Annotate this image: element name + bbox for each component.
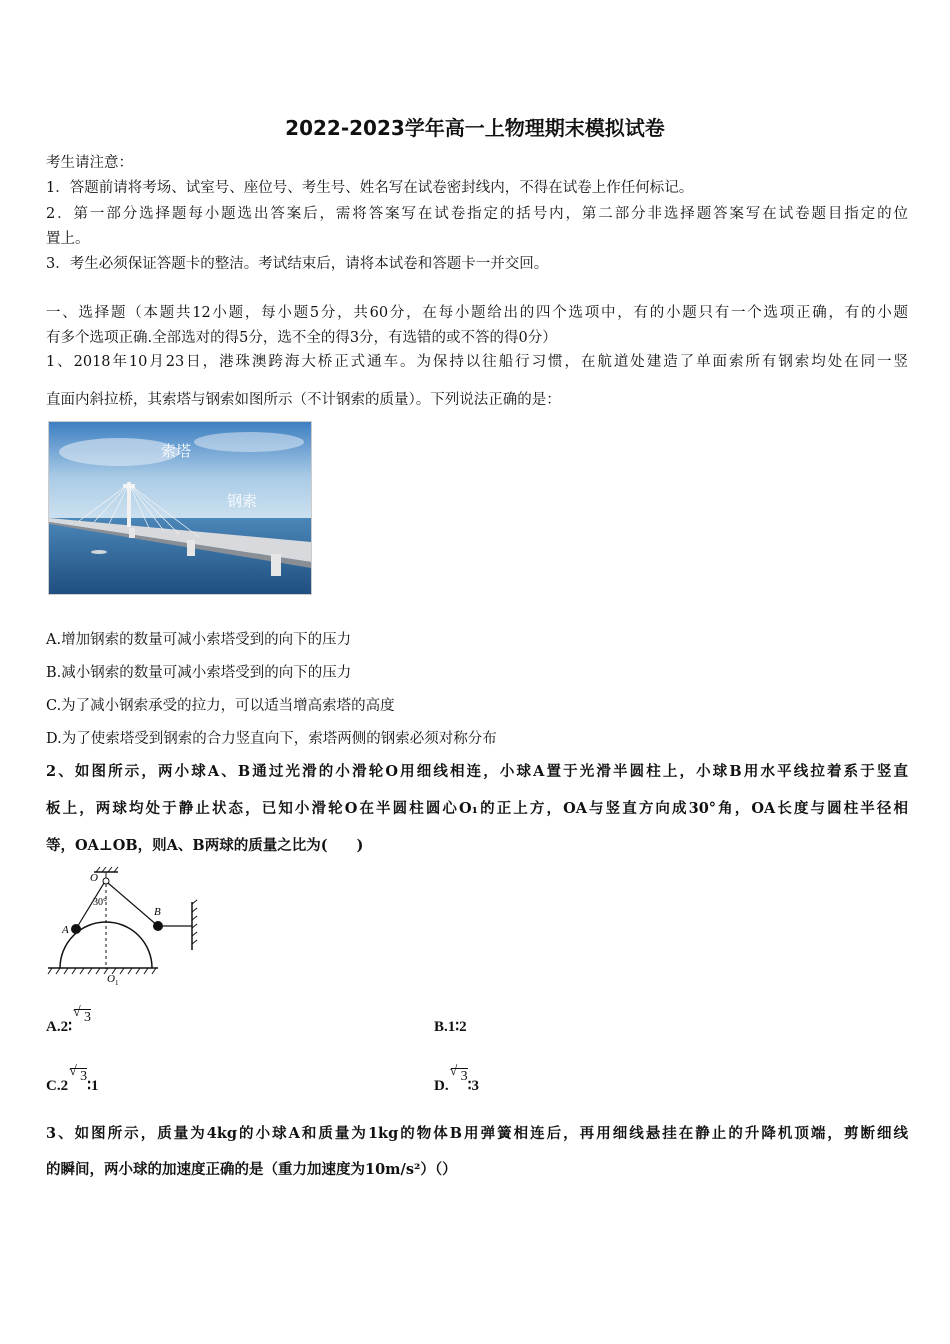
q2-option-c-suffix: ∶1 [87,1078,99,1094]
notice-item-2a: 2．第一部分选择题每小题选出答案后，需将答案写在试卷指定的括号内，第二部分非选择题答案写在试卷题目指定的位 [46,206,908,222]
q2-option-c [46,1069,99,1095]
q2-option-c-prefix: C.2 [46,1078,69,1094]
q1-line2: 直面内斜拉桥，其索塔与钢索如图所示（不计钢索的质量）。下列说法正确的是： [46,392,561,408]
cable-label: 钢索 [227,492,258,510]
q2-line3: 等，OA⊥OB，则A、B两球的质量之比为( ) [46,837,364,854]
page-title: 2022-2023学年高一上物理期末模拟试卷 [285,116,665,140]
q1-option-a: A.增加钢索的数量可减小索塔受到的向下的压力 [46,632,352,648]
q2-option-d-root: √ 3 [451,1068,468,1085]
label-b: B [154,906,161,918]
q2-option-c-root: √ 3 [70,1068,87,1085]
q2-option-a [46,1010,91,1036]
q2-option-b: B.1∶2 [434,1019,467,1035]
label-a: A [62,924,69,936]
q2-option-a-root: √ 3 [74,1009,91,1026]
section1-line2: 有多个选项正确.全部选对的得5分，选不全的得3分，有选错的或不答的得0分） [46,330,557,346]
notice-heading: 考生请注意： [46,155,133,171]
q2-line2: 板上，两球均处于静止状态，已知小滑轮O在半圆柱圆心O₁的正上方，OA与竖直方向成30°角，OA长度与圆柱半径相 [46,800,908,817]
ball-a [71,924,81,934]
q1-option-b: B.减小钢索的数量可减小索塔受到的向下的压力 [46,665,352,681]
label-o1: O [107,973,115,985]
tower-label: 索塔 [161,442,192,460]
ball-b [153,921,163,931]
notice-item-2b: 置上。 [46,231,90,247]
q1-option-d: D.为了使索塔受到钢索的合力竖直向下，索塔两侧的钢索必须对称分布 [46,731,497,747]
q3-line2: 的瞬间，两小球的加速度正确的是（重力加速度为10m/s²）（） [46,1161,457,1178]
q2-option-a-prefix: A.2∶ [46,1019,72,1035]
q1-option-c: C.为了减小钢索承受的拉力，可以适当增高索塔的高度 [46,698,395,714]
label-o: O [90,872,98,884]
q1-line1: 1、2018年10月23日，港珠澳跨海大桥正式通车。为保持以往船行习惯，在航道处建造了单面索所有钢索均处在同一竖 [46,354,908,370]
notice-item-1: 1．答题前请将考场、试室号、座位号、考生号、姓名写在试卷密封线内，不得在试卷上作任何标记。 [46,180,694,196]
notice-item-3: 3．考生必须保证答题卡的整洁。考试结束后，请将本试卷和答题卡一并交回。 [46,256,549,272]
q3-line1: 3、如图所示，质量为4kg的小球A和质量为1kg的物体B用弹簧相连后，再用细线悬挂在静止的升降机顶端，剪断细线 [46,1125,908,1142]
label-angle: 30° [93,897,107,908]
q2-option-d [434,1069,479,1095]
q2-line1: 2、如图所示，两小球A、B通过光滑的小滑轮O用细线相连，小球A置于光滑半圆柱上，小球B用水平线拉着系于竖直 [46,763,908,780]
bridge-photo [48,421,312,595]
label-o1-sub: 1 [115,979,119,986]
q2-option-d-suffix: ∶3 [467,1078,479,1094]
q2-option-d-prefix: D. [434,1078,449,1094]
pulley-figure [46,866,198,986]
section1-line1: 一、选择题（本题共12小题，每小题5分，共60分，在每小题给出的四个选项中，有的小题只有一个选项正确，有的小题 [46,305,908,321]
